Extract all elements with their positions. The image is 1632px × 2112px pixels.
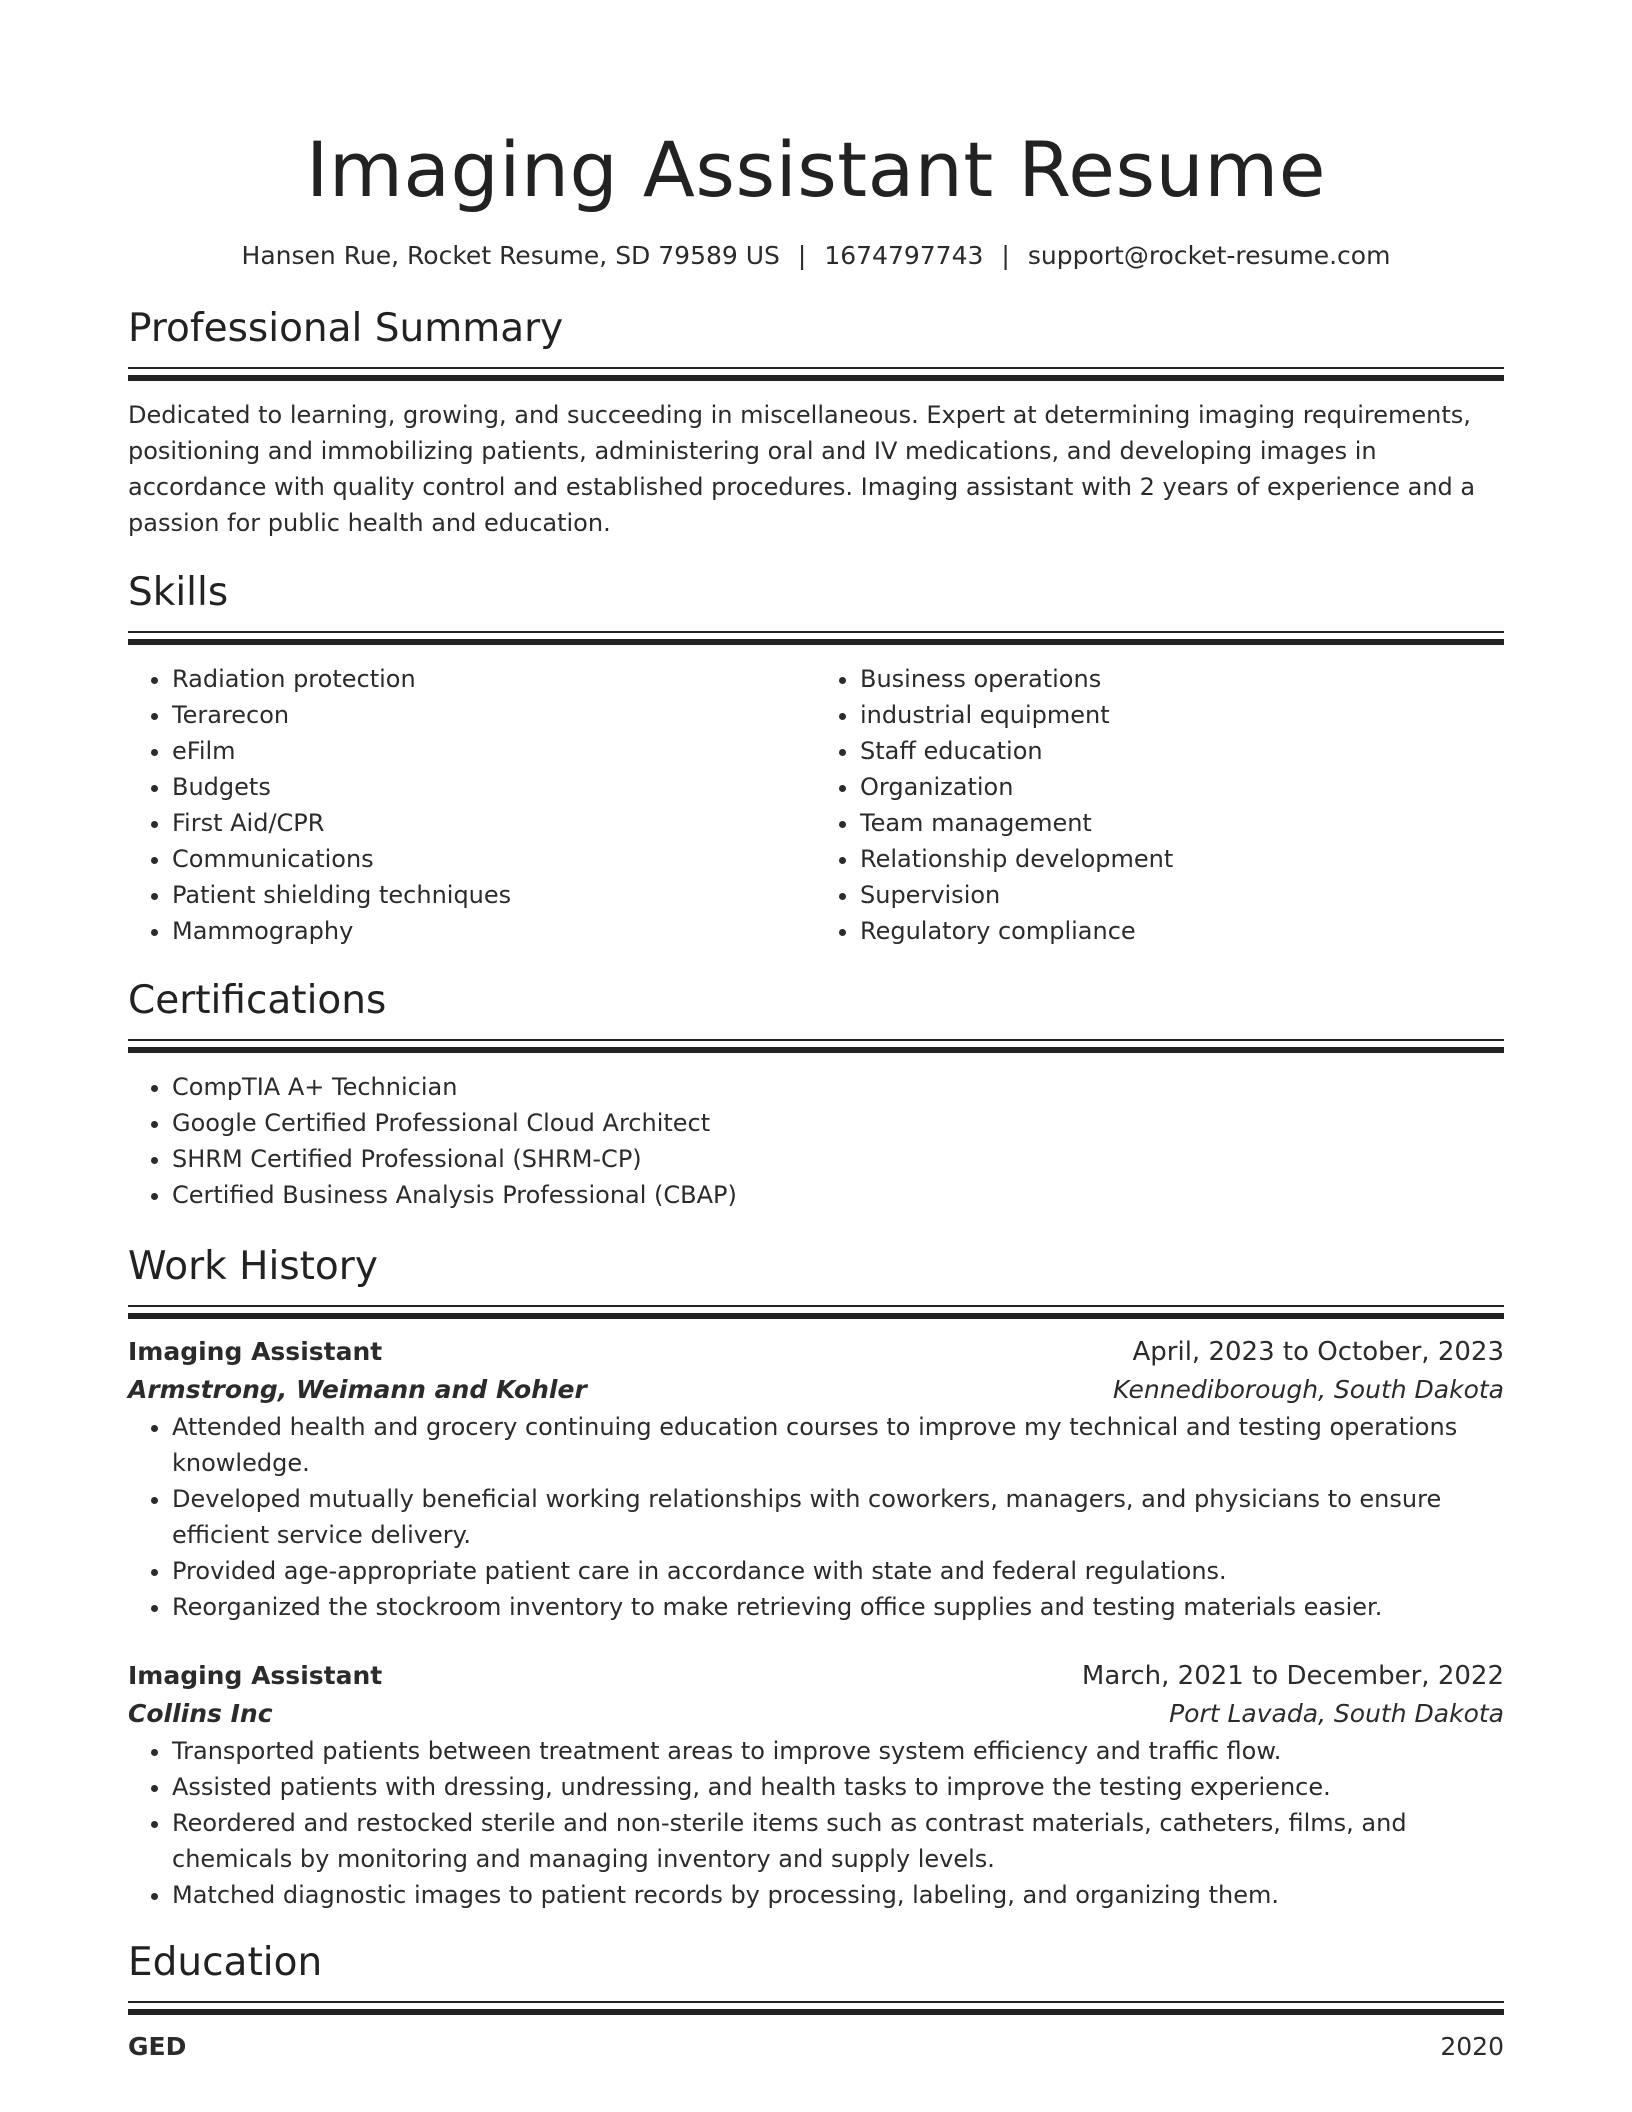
- skill-item: • Communications: [172, 841, 816, 877]
- skill-item: • Regulatory compliance: [860, 913, 1504, 949]
- job-bullet: • Provided age-appropriate patient care in accordance with state and federal regulations.: [172, 1553, 1504, 1589]
- contact-email[interactable]: support@rocket-resume.com: [1027, 241, 1391, 270]
- section-heading-summary: Professional Summary: [128, 306, 564, 351]
- job-title: Imaging Assistant: [128, 1337, 383, 1366]
- resume-title: Imaging Assistant Resume: [305, 125, 1327, 214]
- skill-item: • Team management: [860, 805, 1504, 841]
- job-bullets: [128, 1733, 1504, 1913]
- summary-section: [128, 305, 1504, 541]
- section-heading-certifications: Certifications: [128, 978, 387, 1023]
- education-degree: GED: [128, 2032, 187, 2061]
- work-history-section: [128, 1243, 1504, 1913]
- section-divider: [128, 2001, 1504, 2015]
- skill-item: • Budgets: [172, 769, 816, 805]
- job-bullet: • Assisted patients with dressing, undressing, and health tasks to improve the testing experience.: [172, 1769, 1504, 1805]
- certifications-section: [128, 977, 1504, 1213]
- job-subheader: [128, 1371, 1504, 1409]
- certifications-list: [128, 1069, 1504, 1213]
- job-bullet: • Attended health and grocery continuing education courses to improve my technical and testing operations knowledge.: [172, 1409, 1504, 1481]
- job-header: [128, 1333, 1504, 1371]
- job-bullet: • Transported patients between treatment areas to improve system efficiency and traffic flow.: [172, 1733, 1504, 1769]
- skill-item: • Organization: [860, 769, 1504, 805]
- job-bullets: [128, 1409, 1504, 1625]
- job-bullet: • Developed mutually beneficial working relationships with coworkers, managers, and physicians to ensure efficient service delivery.: [172, 1481, 1504, 1553]
- summary-text: Dedicated to learning, growing, and succeeding in miscellaneous. Expert at determining imaging requirements, positioning and immobilizing patients, administering oral and IV medications, and developing images in accordance with quality control and established procedures. Imaging assistant with 2 years of experience and a passion for public health and education.: [128, 401, 1476, 537]
- skill-item: • Patient shielding techniques: [172, 877, 816, 913]
- certification-item: • Google Certified Professional Cloud Architect: [172, 1105, 1504, 1141]
- contact-line: [128, 239, 1504, 273]
- job-entry: [128, 1333, 1504, 1625]
- job-location: Kennediborough, South Dakota: [1112, 1375, 1504, 1404]
- section-heading-skills: Skills: [128, 570, 229, 615]
- education-entry: [128, 2029, 1504, 2065]
- contact-address: Hansen Rue, Rocket Resume, SD 79589 US: [241, 241, 780, 270]
- job-header: [128, 1657, 1504, 1695]
- skill-item: • Business operations: [860, 661, 1504, 697]
- job-bullet: • Reorganized the stockroom inventory to make retrieving office supplies and testing materials easier.: [172, 1589, 1504, 1625]
- skill-item: • Mammography: [172, 913, 816, 949]
- skill-item: • First Aid/CPR: [172, 805, 816, 841]
- certification-item: • CompTIA A+ Technician: [172, 1069, 1504, 1105]
- skills-list-left: [128, 661, 816, 949]
- skills-section: [128, 569, 1504, 949]
- job-company: Collins Inc: [128, 1699, 273, 1728]
- skill-item: • Staff education: [860, 733, 1504, 769]
- section-divider: [128, 631, 1504, 645]
- skills-list-right: [816, 661, 1504, 949]
- job-dates: March, 2021 to December, 2022: [1081, 1661, 1504, 1691]
- job-title: Imaging Assistant: [128, 1661, 383, 1690]
- education-section: [128, 1939, 1504, 2065]
- job-entry: [128, 1657, 1504, 1913]
- section-divider: [128, 1039, 1504, 1053]
- job-company: Armstrong, Weimann and Kohler: [128, 1375, 587, 1404]
- job-location: Port Lavada, South Dakota: [1169, 1699, 1504, 1728]
- skill-item: • Radiation protection: [172, 661, 816, 697]
- job-subheader: [128, 1695, 1504, 1733]
- skills-columns: [128, 661, 1504, 949]
- skill-item: • Terarecon: [172, 697, 816, 733]
- contact-phone: 1674797743: [824, 241, 984, 270]
- contact-separator: |: [797, 241, 807, 270]
- job-bullet: • Reordered and restocked sterile and non-sterile items such as contrast materials, catheters, films, and chemicals by monitoring and managing inventory and supply levels.: [172, 1805, 1504, 1877]
- job-dates: April, 2023 to October, 2023: [1132, 1337, 1504, 1367]
- skill-item: • Relationship development: [860, 841, 1504, 877]
- section-divider: [128, 367, 1504, 381]
- section-heading-work-history: Work History: [128, 1244, 378, 1289]
- job-bullet: • Matched diagnostic images to patient records by processing, labeling, and organizing them.: [172, 1877, 1504, 1913]
- skill-item: • eFilm: [172, 733, 816, 769]
- skill-item: • industrial equipment: [860, 697, 1504, 733]
- section-heading-education: Education: [128, 1940, 323, 1985]
- skill-item: • Supervision: [860, 877, 1504, 913]
- certification-item: • Certified Business Analysis Professional (CBAP): [172, 1177, 1504, 1213]
- contact-separator: |: [1001, 241, 1010, 270]
- certification-item: • SHRM Certified Professional (SHRM-CP): [172, 1141, 1504, 1177]
- education-year: 2020: [1440, 2032, 1504, 2061]
- section-divider: [128, 1305, 1504, 1319]
